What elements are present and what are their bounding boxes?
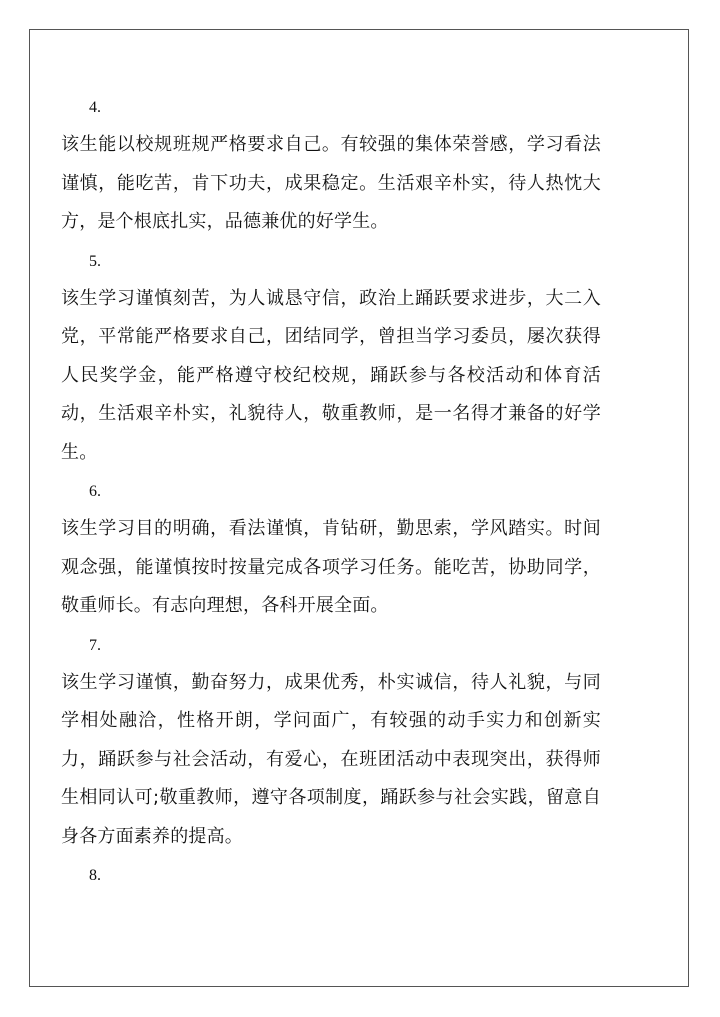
- entry-number: 7.: [89, 636, 101, 654]
- entry-number: 6.: [89, 483, 101, 500]
- entry-7: [61, 628, 601, 859]
- entry-paragraph: 该生学习谨慎刻苦，为人诚恳守信，政治上踊跃要求进步，大二入党，平常能严格要求自己，团结同学，曾担当学习委员，屡次获得人民奖学金，能严格遵守校纪校规，踊跃参与各校活动和体育活动，生活艰辛朴实，礼貌待人，敬重教师，是一名得才兼备的好学生。: [61, 287, 601, 463]
- entry-8: [61, 858, 601, 894]
- entry-5: [61, 244, 601, 475]
- document-body: [61, 90, 601, 894]
- entry-6: [61, 474, 601, 628]
- entry-paragraph: 该生学习目的明确，看法谨慎，肯钻研，勤思索，学风踏实。时间观念强，能谨慎按时按量完成各项学习任务。能吃苦，协助同学，敬重师长。有志向理想，各科开展全面。: [61, 518, 601, 616]
- entry-number: 4.: [89, 99, 101, 116]
- entry-number: 8.: [89, 867, 101, 884]
- entry-number: 5.: [89, 252, 101, 270]
- entry-paragraph: 该生能以校规班规严格要求自己。有较强的集体荣誉感，学习看法谨慎，能吃苦，肯下功夫，成果稳定。生活艰辛朴实，待人热忱大方，是个根底扎实，品德兼优的好学生。: [61, 134, 601, 232]
- entry-paragraph: 该生学习谨慎，勤奋努力，成果优秀，朴实诚信，待人礼貌，与同学相处融洽，性格开朗，学问面广，有较强的动手实力和创新实力，踊跃参与社会活动，有爱心，在班团活动中表现突出，获得师生相同认可;敬重教师，遵守各项制度，踊跃参与社会实践，留意自身各方面素养的提高。: [61, 671, 601, 847]
- entry-4: [61, 90, 601, 244]
